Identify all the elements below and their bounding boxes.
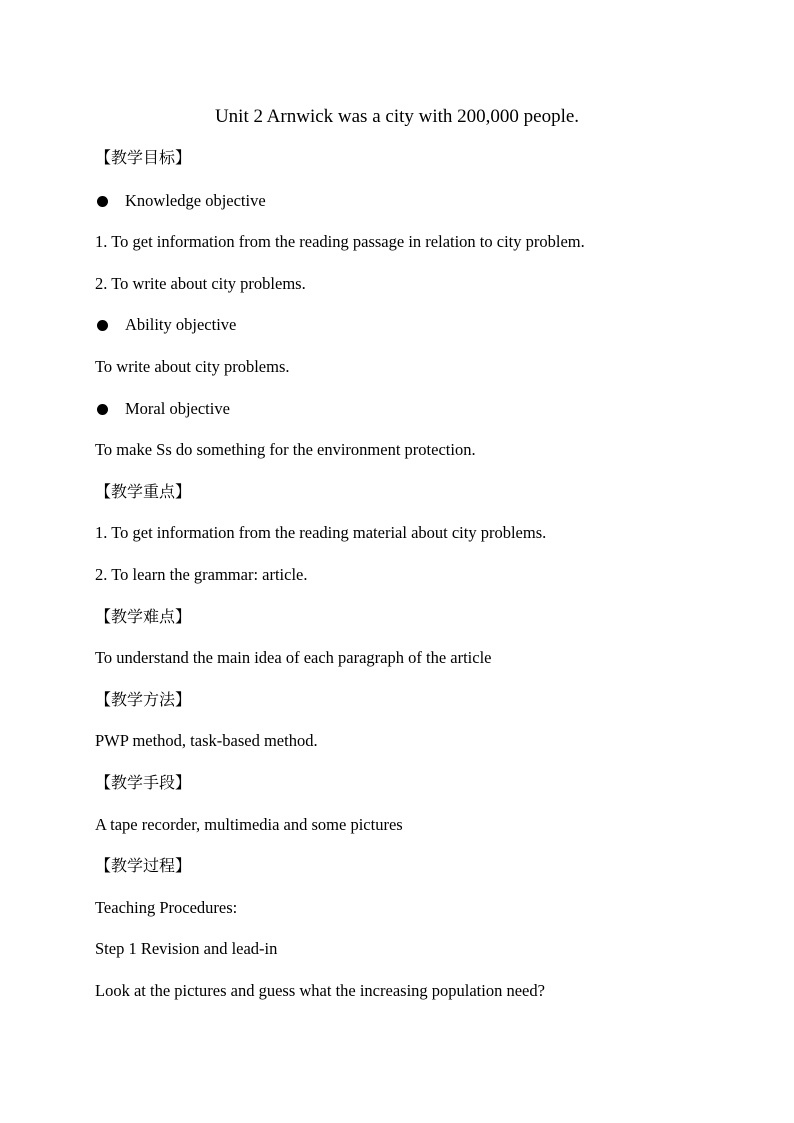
knowledge-objective-label: Knowledge objective [125, 191, 266, 210]
difficulties-text: To understand the main idea of each paragraph of the article [95, 648, 492, 667]
bullet-icon [97, 196, 108, 207]
knowledge-item-2: 2. To write about city problems. [95, 274, 306, 293]
ability-objective-text: To write about city problems. [95, 357, 290, 376]
key-point-1: 1. To get information from the reading material about city problems. [95, 523, 547, 542]
knowledge-item-1: 1. To get information from the reading passage in relation to city problem. [95, 232, 585, 251]
document-title: Unit 2 Arnwick was a city with 200,000 people. [214, 106, 580, 127]
moral-objective-text: To make Ss do something for the environment protection. [95, 440, 476, 459]
means-text: A tape recorder, multimedia and some pictures [95, 815, 403, 834]
means-heading: 【教学手段】 [95, 773, 192, 792]
ability-objective-bullet [95, 314, 236, 336]
process-heading: 【教学过程】 [95, 856, 192, 875]
moral-objective-bullet [95, 398, 230, 420]
knowledge-objective-bullet [95, 190, 266, 212]
methods-heading: 【教学方法】 [95, 690, 192, 709]
goals-heading: 【教学目标】 [95, 148, 192, 167]
methods-text: PWP method, task-based method. [95, 731, 318, 750]
key-point-2: 2. To learn the grammar: article. [95, 565, 308, 584]
ability-objective-label: Ability objective [125, 315, 237, 334]
difficulties-heading: 【教学难点】 [95, 607, 192, 626]
step-1-heading: Step 1 Revision and lead-in [95, 939, 278, 958]
step-1-text: Look at the pictures and guess what the increasing population need? [95, 981, 545, 1000]
bullet-icon [97, 320, 108, 331]
procedures-label: Teaching Procedures: [95, 898, 238, 917]
bullet-icon [97, 404, 108, 415]
moral-objective-label: Moral objective [125, 399, 230, 418]
key-points-heading: 【教学重点】 [95, 482, 192, 501]
